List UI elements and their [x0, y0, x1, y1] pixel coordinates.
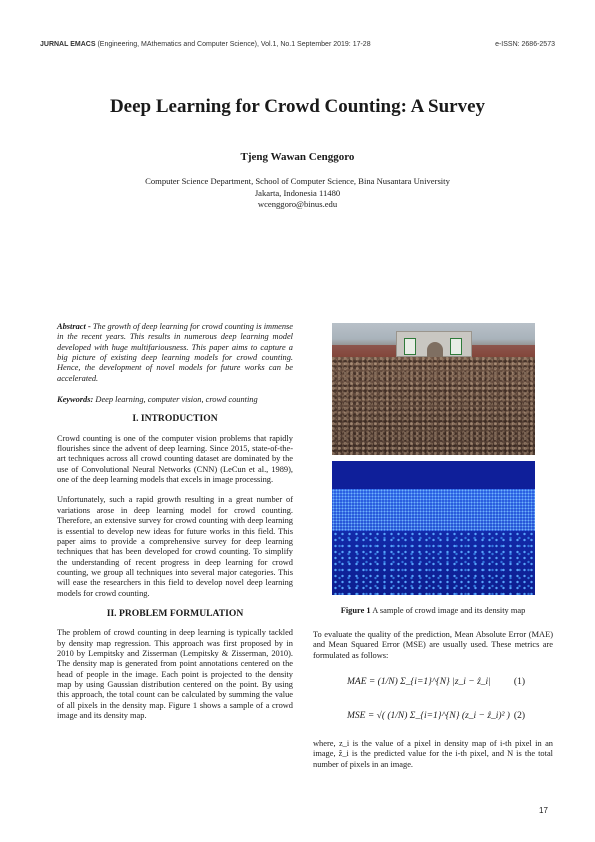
keywords-text: Deep learning, computer vision, crowd counting	[93, 395, 258, 405]
paper-title: Deep Learning for Crowd Counting: A Survey	[109, 96, 486, 117]
figure-1-label: Figure 1	[340, 606, 371, 615]
density-map-sparse-region	[332, 531, 535, 595]
equation-mse-number: (2)	[513, 711, 525, 722]
author-name: Tjeng Wawan Cenggoro	[240, 151, 355, 163]
equation-mse	[313, 705, 553, 735]
keywords	[57, 395, 293, 405]
section-heading-problem: II. PROBLEM FORMULATION	[106, 607, 244, 619]
abstract	[57, 322, 293, 384]
crowd-image-banner-left	[404, 338, 416, 355]
page-number: 17	[539, 806, 548, 815]
crowd-image	[332, 323, 535, 455]
figure-1	[332, 323, 535, 595]
equation-mae-number: (1)	[513, 677, 525, 688]
running-header	[40, 41, 555, 53]
affiliation	[0, 176, 595, 211]
figure-1-caption	[313, 606, 553, 615]
abstract-text: The growth of deep learning for crowd counting is immense in the recent years. This results in numerous deep learning model developed with huge multifariousness. This paper aims to capture a big picture of existing deep learning models for crowd counting. Hence, the development of novel models for future works can be accelerated.	[57, 322, 294, 383]
density-map-dense-region	[332, 489, 535, 531]
affiliation-department: Computer Science Department, School of Computer Science, Bina Nusantara University	[145, 176, 450, 186]
journal-details: (Engineering, MAthematics and Computer Science), Vol.1, No.1 September 2019: 17-28	[95, 41, 371, 48]
abstract-label: Abstract -	[57, 322, 91, 331]
equation-mae-expression: MAE = (1/N) Σ_{i=1}^{N} |z_i − ẑ_i|	[347, 677, 491, 688]
equation-mae	[313, 671, 553, 701]
crowd-image-banner-right	[450, 338, 462, 355]
keywords-label: Keywords:	[57, 395, 94, 405]
crowd-image-people	[332, 357, 535, 455]
where-paragraph: where, z_i is the value of a pixel in density map of i-th pixel in an image, ẑ_i is the predicted value for the i-th pixel, and N is the total number of pixels in an image.	[313, 739, 553, 769]
section-heading-introduction: I. INTRODUCTION	[132, 413, 218, 425]
author-email: wcenggoro@binus.edu	[257, 199, 338, 209]
journal-citation	[40, 41, 371, 48]
density-map-image	[332, 461, 535, 595]
journal-name: JURNAL EMACS	[40, 41, 96, 48]
left-column	[57, 322, 293, 731]
affiliation-location: Jakarta, Indonesia 11480	[254, 187, 341, 198]
equation-mse-expression: MSE = √( (1/N) Σ_{i=1}^{N} (z_i − ẑ_i)² )	[347, 711, 510, 722]
evaluation-paragraph: To evaluate the quality of the prediction, Mean Absolute Error (MAE) and Mean Squared Error (MSE) are usually used. These metrics are formulated as follows:	[313, 630, 553, 660]
intro-paragraph-2: Unfortunately, such a rapid growth resulting in a great number of variations arose in deep learning model for crowd counting. Therefore, an extensive survey for crowd counting with deep learning is essential to develop new ideas for future works in this field. This paper aims to provide a comprehensive survey for deep learning techniques that has been developed for crowd counting. To simplify the understanding of recent progress in deep learning for crowd counting, we group all techniques into several major categories. This will ease the researchers in this field to develop novel deep learning models for crowd counting.	[57, 495, 293, 598]
problem-paragraph-1: The problem of crowd counting in deep learning is typically tackled by density map regression. This approach was first proposed by in 2010 by Lempitsky and Zisserman (Lempitsky & Zisserman, 2010). The density map is generated from point annotations centered on the head of people in the image. Each point is projected to the density map by using Gaussian distribution centered on the point. By using this approach, the total count can be calculated by summing the value of all pixels in the density map. Figure 1 shows a sample of a crowd image and its density map.	[57, 628, 293, 720]
right-column-text	[313, 630, 553, 780]
issn: e-ISSN: 2686-2573	[495, 41, 555, 48]
figure-1-caption-text: A sample of crowd image and its density map	[370, 606, 526, 615]
intro-paragraph-1: Crowd counting is one of the computer vision problems that rapidly flourishes since the advent of deep learning. Since 2015, state-of-the-art techniques across all crowd counting dataset are dominated by the use of Convolutional Neural Networks (CNN) (LeCun et al., 1989), one of the deep learning models that excels in image processing.	[57, 433, 293, 485]
